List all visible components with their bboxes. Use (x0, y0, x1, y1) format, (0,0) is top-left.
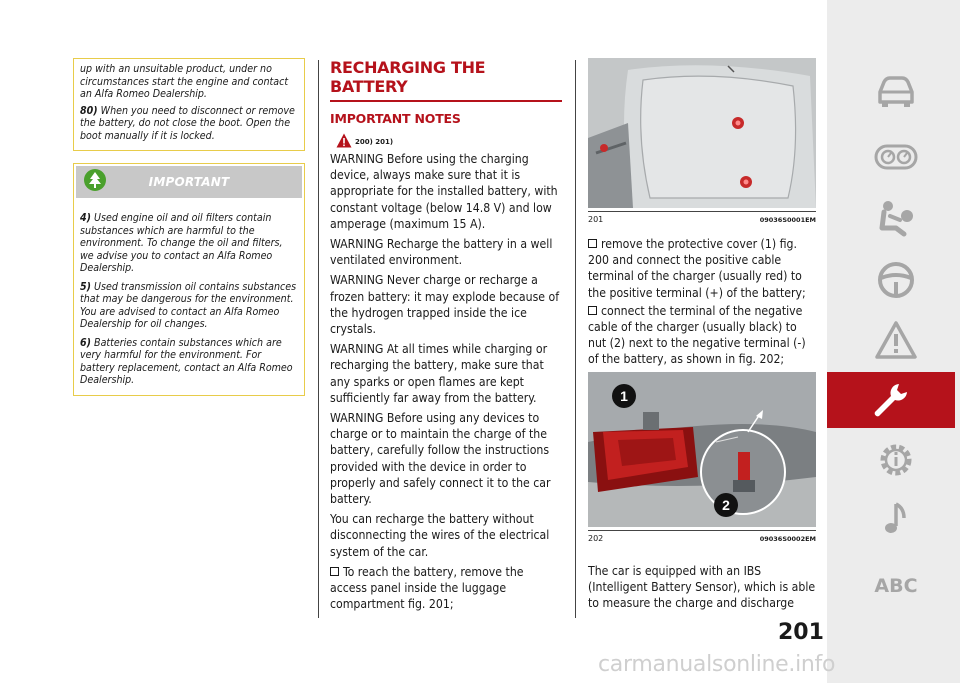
paragraph: WARNING Before using the charging device, always make sure that it is appropriate for the installed battery, with constant voltage (below 14.8 V) and low amperage (maximum 15 A). (330, 152, 558, 231)
left-column (73, 58, 305, 396)
paragraph: WARNING Recharge the battery in a well ventilated environment. (330, 237, 553, 268)
warning-refs: 200) 201) (355, 138, 394, 146)
middle-column (330, 58, 562, 612)
sidebar-item-maintenance[interactable] (827, 372, 955, 428)
paragraph: WARNING Before using any devices to charge or to maintain the charge of the battery, carefully follow the instructions provided with the device in order to properly and safely connect it to the car battery. (330, 411, 551, 507)
figure-201 (588, 58, 816, 224)
wrench-icon (869, 380, 913, 420)
figure-code: 09036S0002EM (759, 534, 816, 543)
important-notes (74, 198, 304, 395)
steering-wheel-icon (874, 260, 918, 300)
figure-number: 202 (588, 533, 604, 543)
paragraph: WARNING At all times while charging or recharging the battery, make sure that any sparks or open flames are kept sufficiently far away from the battery. (330, 342, 548, 405)
chapter-sidebar (827, 0, 960, 683)
sidebar-item-dashboard[interactable] (847, 128, 945, 184)
column-divider (575, 60, 576, 618)
bullet-item: To reach the battery, remove the access panel inside the luggage compartment fig. 201; (330, 564, 562, 613)
important-header (76, 166, 302, 198)
figure-202 (588, 372, 816, 543)
warning-triangle-icon (336, 133, 352, 148)
music-note-icon (874, 498, 918, 538)
battery-terminals-illustration (588, 372, 816, 527)
warning-reference (336, 130, 562, 148)
dashboard-gauges-icon (874, 136, 918, 176)
sidebar-item-car[interactable] (847, 62, 945, 118)
note-4: 4) Used engine oil and oil filters contain substances which are harmful to the environment. To change the oil and filters, we advise you to contact an Alfa Romeo Dealership. (80, 212, 283, 274)
sidebar-item-safety[interactable] (847, 190, 945, 246)
important-title: IMPORTANT (148, 175, 230, 189)
sidebar-item-index[interactable] (847, 558, 945, 614)
important-environment-box (73, 163, 305, 396)
bullet-item: remove the protective cover (1) fig. 200 and connect the positive cable terminal of the charger (usually red) to the positive terminal (+) of the battery; (588, 236, 816, 301)
gear-info-icon (874, 440, 918, 480)
figure-caption (588, 211, 816, 224)
watermark: carmanualsonline.info (598, 652, 836, 677)
car-icon (874, 70, 918, 110)
note-80: 80) When you need to disconnect or remove the battery, do not close the boot. Open the boot manually if it is locked. (80, 104, 295, 142)
paragraph: You can recharge the battery without disconnecting the wires of the electrical system of the car. (330, 512, 550, 559)
right-column (588, 58, 816, 611)
callout-1: 1 (620, 387, 628, 404)
page-number: 201 (778, 620, 824, 645)
warning-notes-box (73, 58, 305, 151)
section-title: RECHARGING THE BATTERY (330, 58, 562, 102)
sidebar-item-multimedia[interactable] (847, 490, 945, 546)
note-continuation: up with an unsuitable product, under no circumstances start the engine and contact an Alfa Romeo Dealership. (80, 63, 289, 100)
sidebar-item-driving[interactable] (847, 252, 945, 308)
column-divider (318, 60, 319, 618)
bullet-item: connect the terminal of the negative cable of the charger (usually black) to nut (2) next to the negative terminal (-) of the battery, as shown in fig. 202; (588, 303, 816, 368)
note-6: 6) Batteries contain substances which are very harmful for the environment. For battery replacement, contact an Alfa Romeo Dealership. (80, 336, 293, 386)
abc-label: ABC (874, 575, 918, 597)
access-panel-illustration (588, 58, 816, 208)
paragraph: The car is equipped with an IBS (Intelligent Battery Sensor), which is able to measure the charge and discharge (588, 563, 816, 611)
seat-airbag-icon (874, 198, 918, 238)
figure-code: 09036S0001EM (759, 216, 816, 224)
section-subtitle: IMPORTANT NOTES (330, 111, 461, 126)
warning-triangle-icon (874, 320, 918, 360)
sidebar-item-emergency[interactable] (847, 312, 945, 368)
figure-caption (588, 530, 816, 543)
note-5: 5) Used transmission oil contains substances that may be dangerous for the environment. You are advised to contact an Alfa Romeo Dealership for oil changes. (80, 280, 297, 330)
sidebar-item-technical-data[interactable] (847, 432, 945, 488)
paragraph: WARNING Never charge or recharge a frozen battery: it may explode because of the hydrogen trapped inside the ice crystals. (330, 273, 560, 337)
callout-2: 2 (722, 496, 730, 513)
figure-number: 201 (588, 215, 604, 224)
